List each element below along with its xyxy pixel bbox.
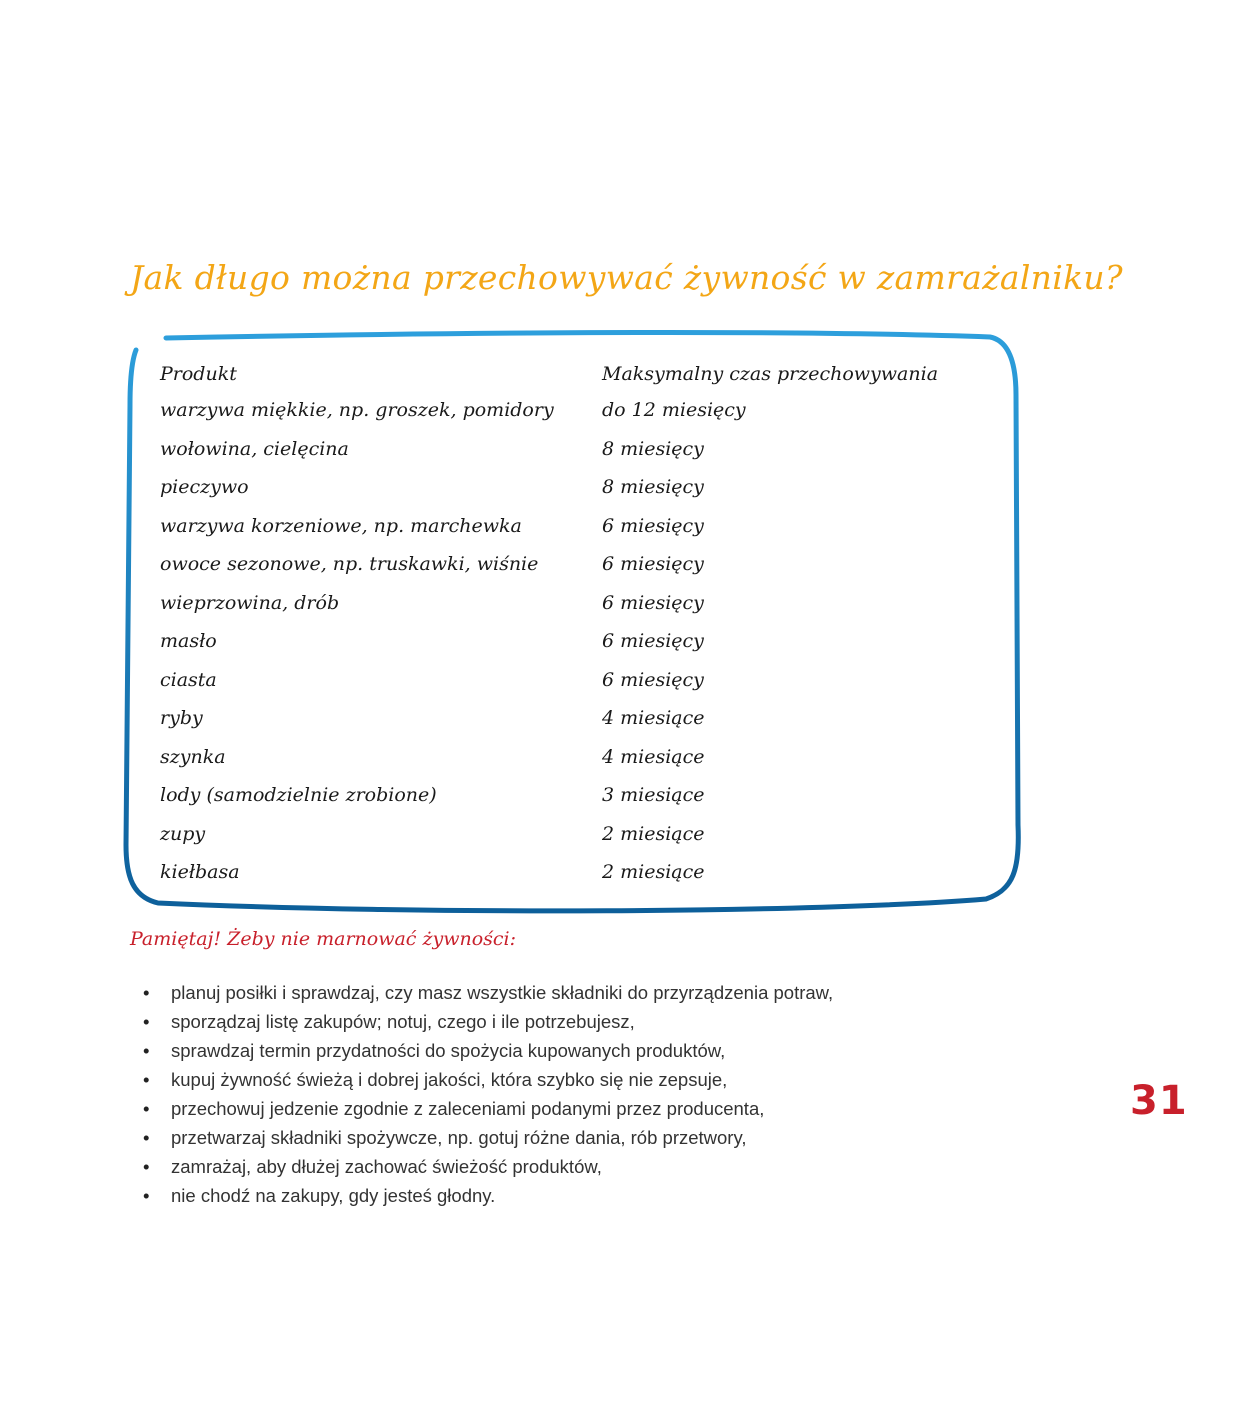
tip-text: sporządzaj listę zakupów; notuj, czego i ile potrzebujesz, [171, 1011, 635, 1032]
bullet-icon: • [143, 1156, 150, 1177]
page-number: 31 [1130, 1078, 1188, 1124]
tip-text: planuj posiłki i sprawdzaj, czy masz wszystkie składniki do przyrządzenia potraw, [171, 982, 834, 1003]
tip-text: przechowuj jedzenie zgodnie z zaleceniami podanymi przez producenta, [171, 1098, 765, 1119]
cell-product: lody (samodzielnie zrobione) [160, 784, 437, 806]
cell-product: owoce sezonowe, np. truskawki, wiśnie [160, 553, 539, 575]
tip-item [142, 1152, 833, 1181]
cell-product: ciasta [160, 668, 217, 691]
cell-storage-time: 3 miesiące [602, 784, 705, 806]
tip-item [142, 1181, 833, 1210]
cell-product: kiełbasa [160, 861, 240, 883]
tip-text: zamrażaj, aby dłużej zachować świeżość produktów, [171, 1156, 602, 1177]
cell-product: ryby [160, 707, 203, 729]
cell-storage-time: 8 miesięcy [602, 476, 704, 498]
cell-product: warzywa korzeniowe, np. marchewka [160, 514, 522, 537]
cell-product: pieczywo [160, 476, 249, 498]
tip-item [142, 1036, 833, 1065]
bullet-icon: • [143, 1185, 150, 1206]
cell-storage-time: 4 miesiące [602, 707, 705, 729]
tip-text: przetwarzaj składniki spożywcze, np. gotuj różne dania, rób przetwory, [171, 1127, 747, 1148]
header-storage-time: Maksymalny czas przechowywania [602, 363, 939, 385]
cell-product: wołowina, cielęcina [160, 437, 349, 460]
tip-item [142, 1007, 833, 1036]
bullet-icon: • [143, 1127, 150, 1148]
tip-item [142, 1094, 833, 1123]
cell-storage-time: 6 miesięcy [602, 514, 704, 537]
cell-product: masło [160, 630, 217, 652]
cell-storage-time: 6 miesięcy [602, 668, 704, 691]
cell-storage-time: 8 miesięcy [602, 437, 704, 460]
cell-storage-time: do 12 miesięcy [602, 399, 746, 421]
tip-item [142, 1123, 833, 1152]
cell-storage-time: 2 miesiące [602, 861, 705, 883]
tips-list [142, 978, 833, 1210]
header-product: Produkt [160, 363, 237, 385]
bullet-icon: • [143, 1098, 150, 1119]
storage-table [118, 325, 1030, 917]
cell-storage-time: 2 miesiące [602, 822, 705, 845]
remember-heading: Pamiętaj! Żeby nie marnować żywności: [130, 928, 517, 950]
cell-product: wieprzowina, drób [160, 591, 340, 614]
tip-text: sprawdzaj termin przydatności do spożycia kupowanych produktów, [171, 1040, 726, 1061]
cell-storage-time: 6 miesięcy [602, 630, 704, 652]
tip-item [142, 978, 833, 1007]
cell-product: szynka [160, 745, 226, 768]
table-body [118, 325, 1030, 917]
cell-storage-time: 4 miesiące [602, 745, 705, 768]
cell-storage-time: 6 miesięcy [602, 591, 704, 614]
bullet-icon: • [143, 1069, 150, 1090]
bullet-icon: • [143, 982, 150, 1003]
page-title: Jak długo można przechowywać żywność w zamrażalniku? [130, 258, 1123, 297]
bullet-icon: • [143, 1040, 150, 1061]
cell-product: warzywa miękkie, np. groszek, pomidory [160, 399, 554, 421]
cell-product: zupy [160, 822, 206, 845]
tip-text: kupuj żywność świeżą i dobrej jakości, która szybko się nie zepsuje, [171, 1069, 728, 1090]
tip-item [142, 1065, 833, 1094]
bullet-icon: • [143, 1011, 150, 1032]
tip-text: nie chodź na zakupy, gdy jesteś głodny. [171, 1185, 496, 1206]
cell-storage-time: 6 miesięcy [602, 553, 704, 575]
